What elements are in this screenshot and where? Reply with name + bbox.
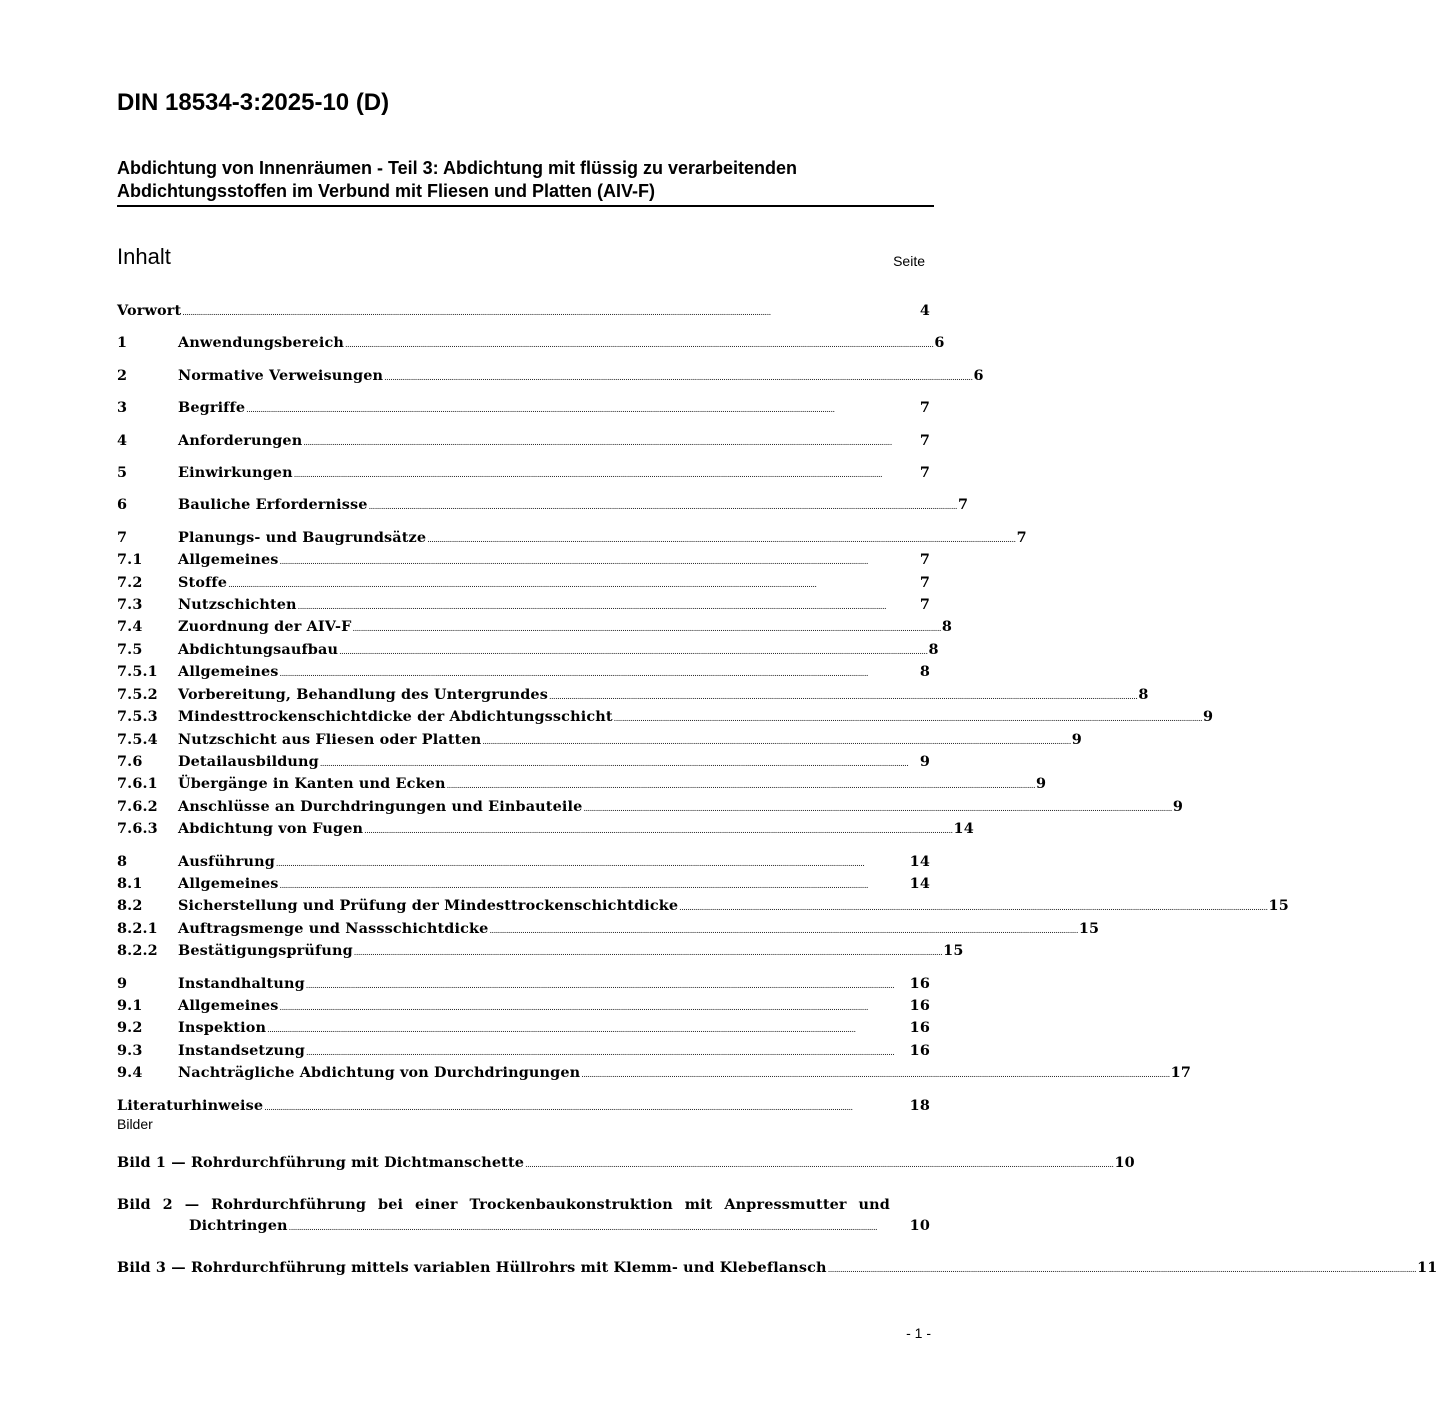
toc-entry-number: 7.6.3 [117, 820, 158, 838]
toc-entry-page: 7 [919, 551, 930, 569]
subtitle-line-1: Abdichtung von Innenräumen - Teil 3: Abdichtung mit flüssig zu verarbeitenden [117, 158, 798, 178]
toc-leader-dots [267, 1020, 909, 1040]
toc-entry[interactable] [117, 1018, 930, 1040]
toc-leader-dots [525, 1155, 1113, 1175]
figure-entry[interactable] [117, 1153, 1135, 1175]
toc-entry[interactable] [117, 431, 930, 453]
toc-entry[interactable] [117, 774, 1047, 796]
toc-entry-number: 9 [117, 974, 128, 992]
toc-entry-title: Allgemeines [178, 551, 279, 569]
toc-leader-dots [276, 854, 909, 874]
toc-entry-title: Allgemeines [178, 874, 279, 892]
toc-entry-title: Nachträgliche Abdichtung von Durchdringungen [178, 1064, 581, 1082]
toc-leader-dots [583, 799, 1171, 819]
toc-entry-page: 14 [909, 874, 930, 892]
toc-leader-dots [289, 1218, 909, 1238]
toc-entry[interactable] [117, 301, 930, 323]
toc-leader-dots [298, 597, 919, 617]
toc-entry-title: Literaturhinweise [117, 1096, 264, 1114]
toc-entry-title: Zuordnung der AIV-F [178, 618, 352, 636]
toc-entry[interactable] [117, 752, 930, 774]
toc-entry-page: 7 [919, 596, 930, 614]
toc-entry-page: 7 [919, 399, 930, 417]
toc-entry-title: Einwirkungen [178, 464, 293, 482]
toc-entry-page: 14 [953, 820, 974, 838]
figure-entry-title: Bild 3 — Rohrdurchführung mittels variablen Hüllrohrs mit Klemm- und Klebeflansch [117, 1259, 827, 1277]
toc-entry-page: 9 [1071, 730, 1082, 748]
toc-entry-title: Instandsetzung [178, 1041, 305, 1059]
toc-entry-number: 7.5 [117, 640, 143, 658]
toc-entry-page: 7 [1016, 528, 1027, 546]
toc-entry[interactable] [117, 819, 974, 841]
toc-entry-title: Normative Verweisungen [178, 366, 384, 384]
toc-leader-dots [489, 921, 1077, 941]
toc-entry-number: 8.2 [117, 897, 143, 915]
toc-entry-number: 7.3 [117, 596, 143, 614]
toc-leader-dots [264, 1098, 908, 1118]
toc-entry[interactable] [117, 852, 930, 874]
toc-entry[interactable] [117, 730, 1082, 752]
toc-entry-number: 7 [117, 528, 128, 546]
toc-leader-dots [364, 821, 952, 841]
toc-entry-title: Abdichtungsaufbau [178, 640, 339, 658]
document-subtitle [117, 157, 934, 207]
toc-entry-number: 2 [117, 366, 128, 384]
toc-entry-page: 15 [1078, 919, 1100, 937]
toc-entry[interactable] [117, 941, 964, 963]
toc-leader-dots [581, 1065, 1169, 1085]
toc-entry-page: 9 [1035, 775, 1047, 793]
toc-leader-dots [384, 368, 972, 388]
toc-entry-page: 8 [941, 618, 953, 636]
toc-leader-dots [345, 335, 933, 355]
toc-entry-title: Allgemeines [178, 996, 279, 1014]
toc-entry-title: Stoffe [178, 573, 228, 591]
figure-entry[interactable] [117, 1195, 930, 1238]
toc-leader-dots [354, 943, 942, 963]
toc-entry-title: Bestätigungsprüfung [178, 942, 353, 960]
figure-entry-title-continued: Dichtringen [189, 1216, 288, 1234]
toc-entry-number: 5 [117, 464, 128, 482]
toc-entry-title: Auftragsmenge und Nassschichtdicke [178, 919, 489, 937]
toc-leader-dots [303, 433, 918, 453]
toc-entry-page: 15 [1268, 897, 1289, 915]
toc-entry[interactable] [117, 662, 930, 684]
toc-entry-number: 1 [117, 334, 128, 352]
toc-entry-number: 9.2 [117, 1019, 143, 1037]
toc-entry-title: Instandhaltung [178, 974, 305, 992]
toc-leader-dots [447, 776, 1035, 796]
toc-entry-page: 7 [919, 464, 930, 482]
toc-entry-page: 17 [1170, 1064, 1191, 1082]
figure-entry-page: 10 [1114, 1154, 1135, 1171]
toc-entry-page: 18 [909, 1096, 930, 1114]
toc-entry[interactable] [117, 707, 1214, 729]
toc-entry-title: Vorbereitung, Behandlung des Untergrundes [178, 685, 548, 703]
toc-leader-dots [306, 1043, 909, 1063]
toc-entry-title: Inspektion [178, 1019, 267, 1037]
toc-leader-dots [679, 898, 1267, 918]
toc-leader-dots [280, 552, 919, 572]
toc-entry-number: 8.2.1 [117, 919, 158, 937]
toc-entry-page: 8 [928, 640, 939, 658]
toc-entry-number: 7.5.4 [117, 730, 158, 748]
toc-entry-page: 4 [919, 302, 930, 319]
figure-entry[interactable] [117, 1258, 1437, 1280]
toc-entry-page: 16 [909, 974, 930, 992]
toc-leader-dots [182, 303, 919, 323]
toc-entry-number: 8 [117, 852, 128, 870]
toc-entry-title: Nutzschichten [178, 596, 297, 614]
toc-entry-title: Nutzschicht aus Fliesen oder Platten [178, 730, 482, 748]
toc-entry-page: 16 [909, 1019, 930, 1037]
toc-entry-number: 7.1 [117, 551, 143, 569]
toc-entry-title: Anforderungen [178, 431, 303, 449]
toc-entry[interactable] [117, 974, 930, 996]
toc-entry-page: 7 [957, 496, 969, 514]
toc-entry-page: 8 [919, 663, 930, 681]
toc-entry-number: 9.1 [117, 996, 143, 1014]
toc-entry[interactable] [117, 495, 969, 517]
toc-entry-number: 9.4 [117, 1064, 143, 1082]
toc-leader-dots [246, 400, 919, 420]
toc-entry-number: 9.3 [117, 1041, 143, 1059]
toc-entry-number: 7.5.3 [117, 708, 158, 726]
toc-entry[interactable] [117, 919, 1100, 941]
toc-leader-dots [427, 530, 1015, 550]
toc-entry[interactable] [117, 573, 930, 595]
toc-entry[interactable] [117, 528, 1027, 550]
toc-entry-page: 7 [919, 573, 930, 591]
toc-entry-number: 3 [117, 399, 128, 417]
toc-entry-number: 8.1 [117, 874, 143, 892]
toc-leader-dots [353, 619, 941, 639]
toc-leader-dots [228, 575, 919, 595]
toc-entry-page: 8 [1138, 685, 1149, 703]
toc-entry-number: 7.4 [117, 618, 143, 636]
toc-entry-page: 16 [909, 996, 930, 1014]
toc-entry-page: 9 [919, 752, 930, 770]
toc-entry-number: 8.2.2 [117, 942, 158, 960]
toc-entry-number: 6 [117, 496, 128, 514]
toc-entry-title: Ausführung [178, 852, 275, 870]
figure-entry-page: 11 [1417, 1259, 1437, 1277]
toc-entry-title: Anschlüsse an Durchdringungen und Einbauteile [178, 797, 583, 815]
toc-entry-number: 7.5.2 [117, 685, 158, 703]
toc-entry[interactable] [117, 617, 953, 639]
toc-entry[interactable] [117, 797, 1183, 819]
toc-leader-dots [828, 1260, 1416, 1280]
toc-entry-title: Übergänge in Kanten und Ecken [178, 775, 446, 793]
toc-entry[interactable] [117, 1041, 930, 1063]
toc-entry[interactable] [117, 685, 1149, 707]
toc-entry-number: 7.6.2 [117, 797, 158, 815]
figure-entry-page: 10 [909, 1216, 930, 1234]
toc-leader-dots [280, 664, 919, 684]
toc-entry-title: Sicherstellung und Prüfung der Mindesttrockenschichtdicke [178, 897, 679, 915]
toc-leader-dots [369, 497, 957, 517]
toc-leader-dots [280, 998, 909, 1018]
toc-entry-page: 15 [943, 942, 964, 960]
toc-entry-number: 7.5.1 [117, 663, 158, 681]
toc-entry-page: 6 [934, 334, 945, 352]
toc-leader-dots [306, 976, 909, 996]
toc-heading: Inhalt [117, 244, 171, 269]
toc-entry[interactable] [117, 640, 939, 662]
toc-entry[interactable] [117, 996, 930, 1018]
toc-entry-number: 4 [117, 431, 128, 449]
page-column-label: Seite [893, 253, 925, 269]
toc-entry-title: Abdichtung von Fugen [178, 820, 364, 838]
toc-entry-page: 7 [919, 431, 930, 449]
toc-entry[interactable] [117, 874, 930, 896]
toc-entry-page: 9 [1172, 797, 1183, 815]
toc-entry[interactable] [117, 595, 930, 617]
toc-entry-title: Anwendungsbereich [178, 334, 344, 352]
toc-entry-title: Mindesttrockenschichtdicke der Abdichtungsschicht [178, 708, 613, 726]
list-of-figures [117, 1153, 1437, 1281]
toc-entry[interactable] [117, 896, 1289, 918]
toc-leader-dots [339, 642, 927, 662]
toc-entry[interactable] [117, 333, 945, 355]
toc-leader-dots [614, 709, 1202, 729]
toc-entry[interactable] [117, 550, 930, 572]
toc-entry[interactable] [117, 463, 930, 485]
toc-leader-dots [549, 687, 1137, 707]
toc-entry-page: 16 [909, 1041, 930, 1059]
toc-entry[interactable] [117, 398, 930, 420]
toc-entry[interactable] [117, 1063, 1191, 1085]
subtitle-line-2: Abdichtungsstoffen im Verbund mit Fliesen und Platten (AIV-F) [117, 181, 656, 201]
toc-entry-page: 9 [1203, 708, 1214, 726]
toc-entry-page: 14 [909, 852, 930, 870]
toc-entry[interactable] [117, 366, 984, 388]
toc-leader-dots [320, 754, 919, 774]
toc-entry[interactable] [117, 1096, 930, 1118]
toc-entry-number: 7.6 [117, 752, 143, 770]
toc-entry-number: 7.2 [117, 573, 143, 591]
toc-leader-dots [482, 732, 1070, 752]
table-of-contents [117, 301, 1289, 1118]
toc-entry-title: Planungs- und Baugrundsätze [178, 528, 427, 546]
toc-entry-title: Vorwort [117, 302, 182, 319]
toc-entry-title: Bauliche Erfordernisse [178, 496, 368, 514]
toc-leader-dots [294, 465, 919, 485]
figure-entry-title: Bild 2 — Rohrdurchführung bei einer Trockenbaukonstruktion mit Anpressmutter und [117, 1196, 890, 1214]
figure-entry-title: Bild 1 — Rohrdurchführung mit Dichtmanschette [117, 1154, 525, 1171]
toc-entry-title: Begriffe [178, 399, 246, 417]
page-number: - 1 - [906, 1325, 931, 1341]
toc-entry-page: 6 [973, 366, 984, 384]
figures-heading: Bilder [117, 1116, 153, 1132]
toc-entry-number: 7.6.1 [117, 775, 158, 793]
document-title: DIN 18534-3:2025-10 (D) [117, 89, 390, 116]
toc-entry-title: Detailausbildung [178, 752, 319, 770]
toc-leader-dots [280, 876, 909, 896]
toc-entry-title: Allgemeines [178, 663, 279, 681]
